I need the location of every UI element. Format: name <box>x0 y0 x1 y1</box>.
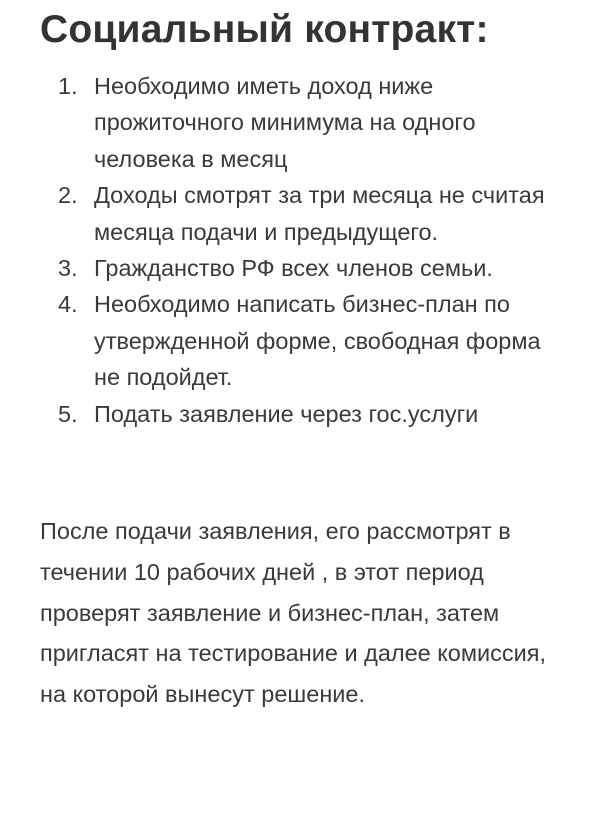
list-item-number: 3. <box>58 255 78 282</box>
list-item-text: Доходы смотрят за три месяца не считая месяца подачи и предыдущего. <box>94 182 545 245</box>
list-item-number: 1. <box>58 73 78 99</box>
list-item-1 <box>58 68 568 177</box>
list-item-text: Необходимо иметь доход ниже прожиточного минимума на одного человека в месяц <box>94 73 476 172</box>
list-item-2 <box>58 177 568 250</box>
list-item-number: 5. <box>58 400 78 427</box>
list-item-number: 4. <box>58 291 78 318</box>
list-item-3 <box>58 250 568 286</box>
process-description: После подачи заявления, его рассмотрят в течении 10 рабочих дней , в этот период проверят заявление и бизнес-план, затем пригласят на тестирование и далее комиссия, на которой вынесут решение. <box>40 518 547 708</box>
list-item-text: Необходимо написать бизнес-план по утвержденной форме, свободная форма не подойдет. <box>94 291 541 391</box>
list-item-4 <box>58 286 568 395</box>
list-item-number: 2. <box>58 182 78 209</box>
list-item-text: Гражданство РФ всех членов семьи. <box>94 255 493 282</box>
requirements-list <box>58 68 568 432</box>
list-item-5 <box>58 396 568 432</box>
page-title: Социальный контракт: <box>40 8 489 51</box>
list-item-text: Подать заявление через гос.услуги <box>94 400 479 427</box>
